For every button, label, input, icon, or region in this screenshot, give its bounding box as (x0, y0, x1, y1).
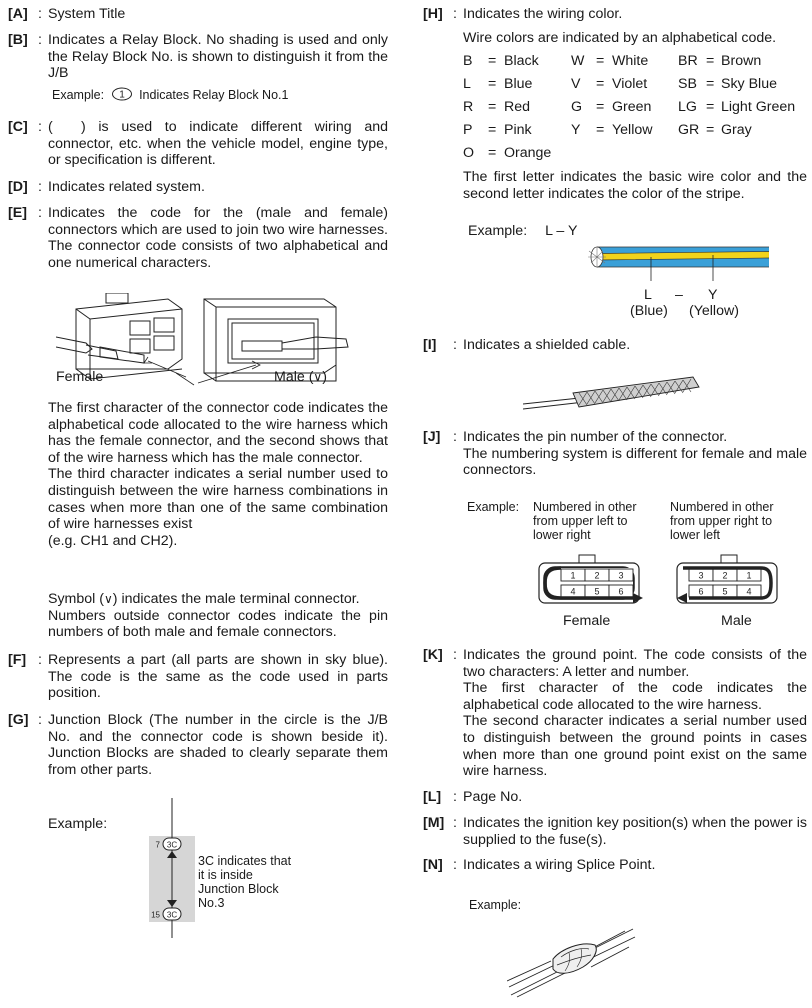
color-code: LG (678, 99, 697, 115)
paragraph: Indicates the pin number of the connector. (463, 429, 728, 445)
pin-number: 1 (570, 570, 576, 581)
entry-text: Indicates the wiring color. (463, 6, 623, 22)
entry-text: ) is used to indicate different wiring and connector, etc. when the vehicle model, engine type, or specification is different. (48, 119, 388, 169)
pin-number: 3 (698, 570, 704, 581)
paragraph: The numbering system is different for female and male connectors. (463, 445, 807, 479)
caption-line: Numbered in other (670, 500, 774, 514)
equals-sign: = (596, 76, 605, 92)
example-label: Example: (469, 898, 522, 912)
color-code: G (571, 99, 583, 115)
male-label: Male (721, 613, 752, 629)
equals-sign: = (706, 122, 715, 138)
entry-tag: [F] (8, 652, 27, 668)
female-connector (56, 293, 182, 379)
pin-number: 2 (722, 570, 728, 581)
wire-label-yellow: (Yellow) (689, 303, 739, 319)
entry-j (423, 429, 807, 634)
entry-text: Indicates a Relay Block. No shading is used and only the Relay Block No. is shown to distinguish it from the J/B (48, 32, 388, 82)
entry-h (423, 6, 807, 324)
entry-b (8, 32, 388, 104)
entry-tag: [I] (423, 337, 437, 353)
entry-tag: [H] (423, 6, 443, 22)
color-code: R (463, 99, 474, 115)
entry-text: Indicates related system. (48, 179, 205, 195)
entry-d (8, 179, 388, 199)
equals-sign: = (706, 99, 715, 115)
female-label: Female (56, 369, 104, 385)
entry-tag: [B] (8, 32, 28, 48)
color-code: SB (678, 76, 697, 92)
color-name: Pink (504, 122, 532, 138)
equals-sign: = (706, 76, 715, 92)
entry-i (423, 337, 807, 417)
pin-number: 3 (618, 570, 624, 581)
pin-number: 6 (618, 586, 624, 597)
entry-text: Indicates the code for the (male and female) connectors which are used to join two wire harnesses. The connector code consists of two alphabetical and one numerical characters. (48, 205, 388, 271)
entry-tag: [M] (423, 815, 445, 831)
color-name: Brown (721, 53, 762, 69)
example-label: Example: (468, 223, 528, 239)
entry-colon: : (453, 647, 457, 663)
wire-label-dash: – (675, 287, 683, 303)
wire-color-note: The first letter indicates the basic wire color and the second letter indicates the color of the stripe. (463, 169, 807, 202)
variant-open-paren: ( (48, 119, 53, 135)
wire-label-y: Y (708, 287, 718, 303)
symbol-paragraph (48, 591, 388, 641)
equals-sign: = (488, 99, 497, 115)
entry-colon: : (38, 179, 42, 195)
color-row (463, 99, 795, 122)
connector-code-paragraph-1 (48, 400, 388, 549)
pin-number: 5 (722, 586, 728, 597)
caption-line: lower left (670, 528, 721, 542)
example-label: Example: (48, 816, 108, 832)
wire-example-code: L – Y (545, 223, 578, 239)
color-name: Violet (612, 76, 648, 92)
color-name: Orange (504, 145, 552, 161)
caption-line: from upper left to (533, 514, 628, 528)
entry-k (423, 647, 807, 782)
color-row (463, 53, 795, 76)
color-name: Yellow (612, 122, 653, 138)
wire-color-intro: Wire colors are indicated by an alphabetical code. (463, 30, 777, 46)
caption-line: from upper right to (670, 514, 773, 528)
pin-number: 1 (746, 570, 752, 581)
paragraph: Numbers outside connector codes indicate the pin numbers of both male and female connectors. (48, 607, 388, 641)
equals-sign: = (488, 145, 497, 161)
entry-tag: [N] (423, 857, 443, 873)
wire-example (468, 223, 577, 240)
relay-block-number: 1 (118, 89, 125, 101)
color-name: Blue (504, 76, 533, 92)
splice-point-icon (507, 927, 639, 999)
female-numbering-caption (533, 500, 637, 542)
paragraph: The first character of the connector code indicates the alphabetical code allocated to the wire harness which has the female connector, and the second shows that of the wire harness which has the male connector. (48, 400, 388, 466)
entry-n (423, 857, 807, 1005)
entry-colon: : (453, 337, 457, 353)
entry-colon: : (38, 32, 42, 48)
wire-label-l: L (644, 287, 652, 303)
example-label: Example: (467, 500, 520, 514)
entry-e (8, 205, 388, 645)
symbol-post: ) indicates the male terminal connector. (112, 591, 360, 607)
male-label (274, 369, 327, 386)
caption-line: lower right (533, 528, 591, 542)
entry-tag: [E] (8, 205, 27, 221)
equals-sign: = (488, 122, 497, 138)
equals-sign: = (596, 122, 605, 138)
connector-code-bottom-text: 3C (166, 910, 178, 920)
color-code: V (571, 76, 581, 92)
entry-c (8, 119, 388, 174)
entry-tag: [K] (423, 647, 443, 663)
entry-g (8, 712, 388, 1002)
entry-text: Indicates a shielded cable. (463, 337, 631, 353)
color-code: L (463, 76, 471, 92)
relay-block-circle-icon (111, 87, 133, 101)
entry-a (8, 6, 388, 26)
entry-text: Junction Block (The number in the circle is the J/B No. and the connector code is shown beside it). Junction Blocks are shaded to clearly separate them from other parts. (48, 712, 388, 778)
entry-colon: : (38, 119, 42, 135)
note-line: Junction Block (198, 882, 279, 896)
pin-number: 5 (594, 586, 600, 597)
entry-tag: [C] (8, 119, 28, 135)
color-name: White (612, 53, 649, 69)
note-line: it is inside (198, 868, 253, 882)
equals-sign: = (596, 53, 605, 69)
male-symbol-icon: ∨ (313, 370, 323, 384)
entry-text: Represents a part (all parts are shown in sky blue). The code is the same as the code used in parts position. (48, 652, 388, 702)
color-name: Sky Blue (721, 76, 777, 92)
entry-colon: : (38, 652, 42, 668)
connector-code-top-text: 3C (166, 840, 178, 850)
example-label: Example: (52, 88, 105, 102)
entry-colon: : (38, 6, 42, 22)
paragraph: The first character of the code indicates the alphabetical code allocated to the wire harness. (463, 680, 807, 713)
color-code: GR (678, 122, 700, 138)
color-code: W (571, 53, 585, 69)
paragraph: The third character indicates a serial number used to distinguish between the wire harness combinations in cases when more than one of the same combination of wire harnesses exist (48, 466, 388, 533)
pin-number: 6 (698, 586, 704, 597)
color-code: Y (571, 122, 581, 138)
entry-text: Indicates a wiring Splice Point. (463, 857, 656, 873)
paragraph: (e.g. CH1 and CH2). (48, 532, 178, 549)
equals-sign: = (488, 53, 497, 69)
entry-text: System Title (48, 6, 126, 22)
entry-tag: [J] (423, 429, 441, 445)
entry-l (423, 789, 807, 809)
female-label: Female (563, 613, 611, 629)
note-line: 3C indicates that (198, 854, 292, 868)
wire-color-table (463, 53, 795, 168)
male-numbering-caption (670, 500, 774, 542)
entry-colon: : (38, 712, 42, 728)
pin-number-top: 7 (155, 840, 160, 850)
entry-text: Page No. (463, 789, 523, 805)
color-name: Red (504, 99, 531, 115)
color-code: B (463, 53, 473, 69)
junction-block-diagram (140, 798, 200, 938)
male-pin-connector (673, 553, 785, 615)
female-pin-connector (533, 553, 643, 615)
wire-illustration (583, 241, 773, 281)
male-label-close: ) (322, 369, 327, 385)
entry-colon: : (453, 857, 457, 873)
entry-text (463, 429, 807, 479)
entry-tag: [A] (8, 6, 28, 22)
entry-tag: [L] (423, 789, 442, 805)
caption-line: Numbered in other (533, 500, 637, 514)
entry-colon: : (453, 6, 457, 22)
wire-label-blue: (Blue) (630, 303, 668, 319)
relay-block-example (52, 87, 288, 104)
symbol-pre: Symbol ( (48, 591, 104, 607)
entry-tag: [G] (8, 712, 29, 728)
equals-sign: = (596, 99, 605, 115)
color-code: BR (678, 53, 698, 69)
entry-tag: [D] (8, 179, 28, 195)
entry-text: Indicates the ignition key position(s) when the power is supplied to the fuse(s). (463, 815, 807, 848)
male-label-text: Male ( (274, 369, 314, 385)
color-code: P (463, 122, 473, 138)
pin-number: 2 (594, 570, 600, 581)
color-row (463, 76, 795, 99)
example-text: Indicates Relay Block No.1 (139, 88, 289, 102)
color-name: Black (504, 53, 539, 69)
entry-colon: : (453, 815, 457, 831)
entry-f (8, 652, 388, 707)
junction-block-note (198, 854, 291, 910)
color-row (463, 122, 795, 145)
paragraph: Indicates the ground point. The code consists of the two characters: A letter and number. (463, 647, 807, 680)
entry-colon: : (453, 429, 457, 445)
entry-colon: : (453, 789, 457, 805)
note-line: No.3 (198, 896, 225, 910)
pin-number: 4 (746, 586, 752, 597)
equals-sign: = (706, 53, 715, 69)
equals-sign: = (488, 76, 497, 92)
entry-colon: : (38, 205, 42, 221)
pin-number-bottom: 15 (151, 910, 160, 920)
color-code: O (463, 145, 475, 161)
color-row (463, 145, 795, 168)
pin-number: 4 (570, 586, 576, 597)
paragraph: The second character indicates a serial number used to distinguish between the ground points in cases when more than one ground point exist on the same wire harness. (463, 713, 807, 780)
color-name: Light Green (721, 99, 796, 115)
male-symbol-icon: ∨ (103, 592, 113, 606)
shielded-cable-icon (523, 371, 703, 417)
entry-m (423, 815, 807, 851)
color-name: Green (612, 99, 652, 115)
entry-text (463, 647, 807, 780)
color-name: Gray (721, 122, 752, 138)
